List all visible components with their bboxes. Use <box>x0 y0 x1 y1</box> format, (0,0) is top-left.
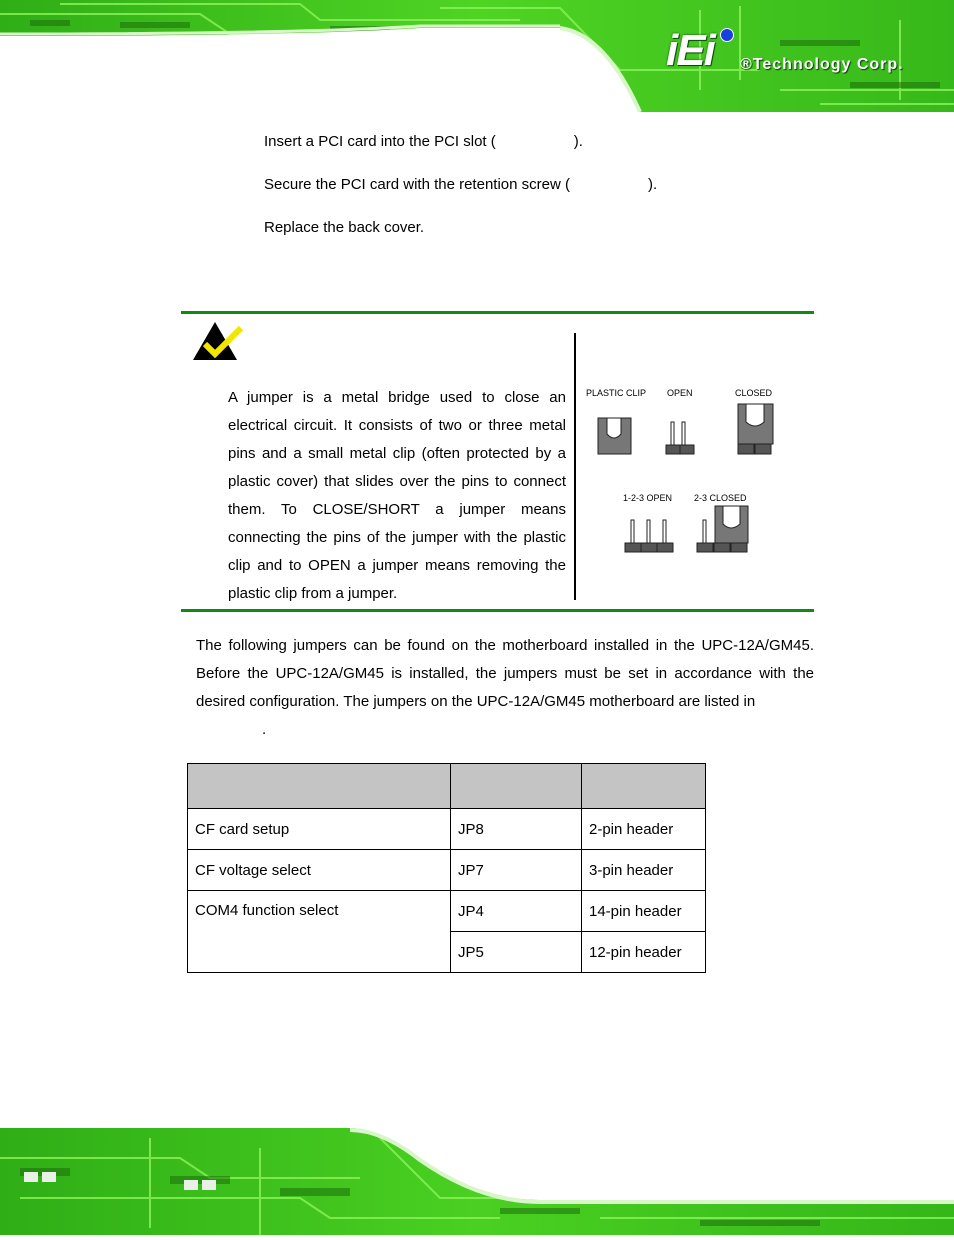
header-banner <box>0 0 954 112</box>
note-divider <box>574 333 576 600</box>
open-jumper-drawing <box>666 422 694 454</box>
step-replace-cover <box>264 219 424 236</box>
note-check-icon <box>191 320 243 362</box>
row-label: JP4 <box>451 891 582 932</box>
label-closed: CLOSED <box>735 388 773 398</box>
row-description: COM4 function select <box>188 891 451 973</box>
table-row <box>188 891 706 932</box>
row-type: 2-pin header <box>582 809 706 850</box>
note-body: A jumper is a metal bridge used to close an electrical circuit. It consists of two or three metal pins and a small metal clip (often protected by a plastic cover) that slides over the pins to connect them. To CLOSE/SHORT a jumper means connecting the pins of the jumper with the plastic clip and to OPEN a jumper means removing the plastic clip from a jumper. <box>228 389 566 602</box>
step-tail: ). <box>573 133 583 150</box>
step-text: Insert a PCI card into the PCI slot ( <box>264 133 496 150</box>
label-123-open: 1-2-3 OPEN <box>623 493 673 503</box>
three-pin-closed-drawing <box>697 506 748 552</box>
logo-company-name: ®Technology Corp. <box>740 56 904 73</box>
logo-dot <box>720 28 734 42</box>
table-row <box>188 809 706 850</box>
row-label: JP7 <box>451 850 582 891</box>
intro-tail: . <box>262 721 267 738</box>
note-bottom-rule <box>181 609 814 612</box>
step-insert-pci-card <box>264 133 583 150</box>
label-open: OPEN <box>667 388 693 398</box>
iei-logo-mark: iEi <box>666 26 714 75</box>
row-description: CF card setup <box>188 809 451 850</box>
row-label: JP8 <box>451 809 582 850</box>
row-label: JP5 <box>451 932 582 973</box>
label-23-closed: 2-3 CLOSED <box>694 493 747 503</box>
step-text: Secure the PCI card with the retention screw ( <box>264 176 570 193</box>
row-type: 14-pin header <box>582 891 706 932</box>
header-type <box>582 764 706 809</box>
row-type: 12-pin header <box>582 932 706 973</box>
label-plastic-clip: PLASTIC CLIP <box>586 388 647 398</box>
step-secure-pci-card <box>264 176 657 193</box>
plastic-clip-drawing <box>598 418 631 454</box>
row-description: CF voltage select <box>188 850 451 891</box>
note-top-rule <box>181 311 814 314</box>
intro-paragraph: The following jumpers can be found on the motherboard installed in the UPC-12A/GM45. Before the UPC-12A/GM45 is installed, the jumpers must be set in accordance with the desired configuration. The jumpers on the UPC-12A/GM45 motherboard are listed in <box>196 637 814 710</box>
footer-banner <box>0 1128 954 1235</box>
header-label <box>451 764 582 809</box>
step-tail: ). <box>647 176 658 193</box>
pcb-footer-graphic <box>0 1128 954 1235</box>
jumpers-table <box>187 763 706 973</box>
closed-jumper-drawing <box>738 404 773 454</box>
table-header-row <box>188 764 706 809</box>
header-description <box>188 764 451 809</box>
jumper-diagram <box>583 378 783 558</box>
intro-paragraph-tail <box>196 716 266 744</box>
three-pin-open-drawing <box>625 520 673 552</box>
table-row <box>188 850 706 891</box>
step-text: Replace the back cover. <box>264 219 425 236</box>
iei-logo <box>666 26 946 84</box>
row-type: 3-pin header <box>582 850 706 891</box>
